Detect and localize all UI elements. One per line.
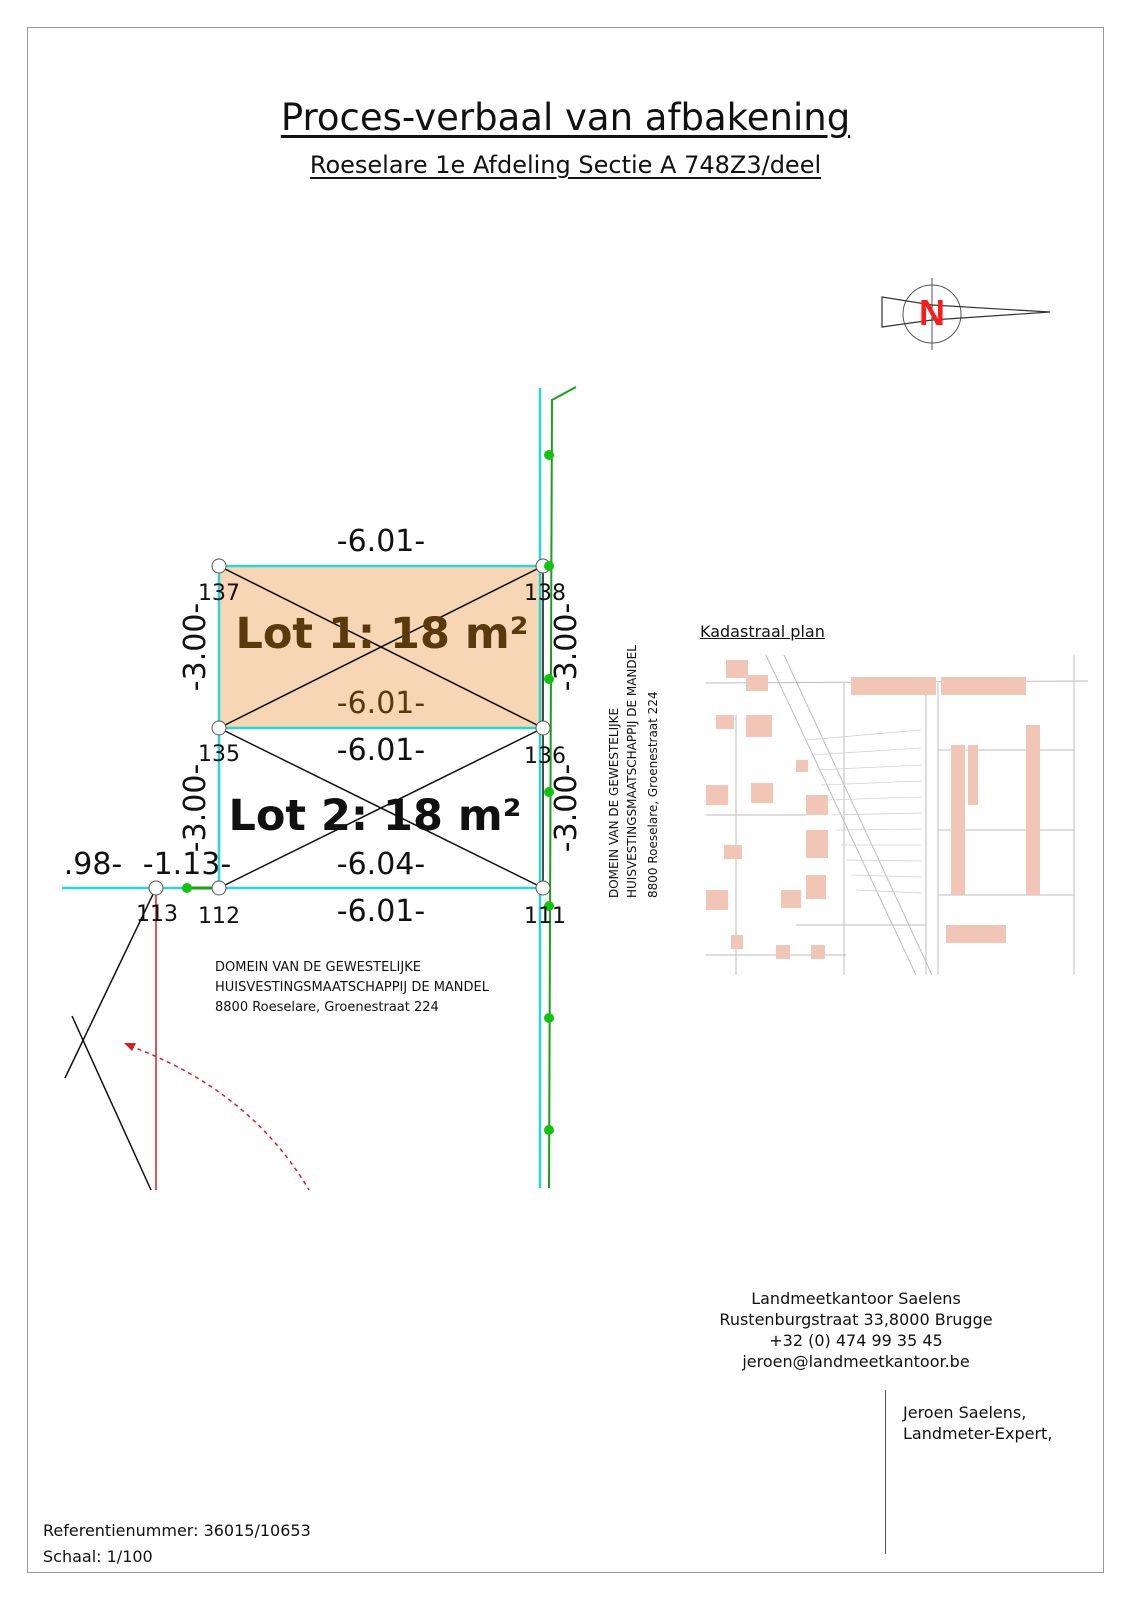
dim-street-edge: -6.01- xyxy=(336,894,426,929)
reference-number: Referentienummer: 36015/10653 xyxy=(43,1521,311,1540)
dim-lot2-right: -3.00- xyxy=(549,763,584,853)
boundary-line xyxy=(186,387,576,1188)
dim-offset-a: .98- xyxy=(63,847,123,882)
neighbour-address: 8800 Roeselare, Groenestraat 224 xyxy=(215,1000,439,1015)
reference-block xyxy=(43,1518,311,1570)
signature-block xyxy=(903,1402,1052,1444)
dim-offset-b: -1.13- xyxy=(142,847,232,882)
point-135-label: 135 xyxy=(198,742,240,767)
compass-icon xyxy=(882,278,1050,350)
lot-1-label: Lot 1: 18 m² xyxy=(235,609,529,659)
point-111-label: 111 xyxy=(524,904,566,929)
dim-lot1-right: -3.00- xyxy=(549,602,584,692)
lot-2-label: Lot 2: 18 m² xyxy=(228,791,522,841)
neighbour-line-3: 8800 Roeselare, Groenestraat 224 xyxy=(646,691,660,898)
office-block xyxy=(700,1288,1012,1372)
point-112-label: 112 xyxy=(198,904,240,929)
neighbour-block xyxy=(215,958,489,1018)
point-113-label: 113 xyxy=(136,902,178,927)
office-name: Landmeetkantoor Saelens xyxy=(751,1289,961,1308)
dim-lot2-left: -3.00- xyxy=(178,763,213,853)
kadaster-title: Kadastraal plan xyxy=(700,622,825,641)
signature-divider xyxy=(885,1390,886,1554)
plan-scale: Schaal: 1/100 xyxy=(43,1547,153,1566)
red-reference-lines xyxy=(124,888,309,1190)
signer-role: Landmeter-Expert, xyxy=(903,1424,1053,1443)
point-136-label: 136 xyxy=(524,744,566,769)
neighbour-line-2: HUISVESTINGSMAATSCHAPPIJ DE MANDEL xyxy=(625,645,639,898)
dim-lot1-left: -3.00- xyxy=(178,602,213,692)
page-title: Proces-verbaal van afbakening xyxy=(280,96,851,139)
neighbour-name-1: DOMEIN VAN DE GEWESTELIJKE xyxy=(215,960,421,975)
neighbour-name-2: HUISVESTINGSMAATSCHAPPIJ DE MANDEL xyxy=(215,980,489,995)
office-email[interactable]: jeroen@landmeetkantoor.be xyxy=(742,1352,970,1371)
office-phone: +32 (0) 474 99 35 45 xyxy=(769,1331,943,1350)
dim-lot1-top: -6.01- xyxy=(336,524,426,559)
office-address: Rustenburgstraat 33,8000 Brugge xyxy=(719,1310,993,1329)
neighbour-line-1: DOMEIN VAN DE GEWESTELIJKE xyxy=(607,707,621,898)
point-138-label: 138 xyxy=(524,581,566,606)
dim-lot2-top: -6.01- xyxy=(336,733,426,768)
kadaster-map xyxy=(706,655,1088,975)
point-137-label: 137 xyxy=(198,581,240,606)
compass-north-label: N xyxy=(919,292,945,333)
signer-name: Jeroen Saelens, xyxy=(903,1403,1027,1422)
dim-lot2-bottom: -6.04- xyxy=(336,847,426,882)
dim-lot1-bottom: -6.01- xyxy=(336,686,426,721)
parcel-lines xyxy=(62,388,543,1188)
page-subtitle: Roeselare 1e Afdeling Sectie A 748Z3/deel xyxy=(309,151,822,179)
